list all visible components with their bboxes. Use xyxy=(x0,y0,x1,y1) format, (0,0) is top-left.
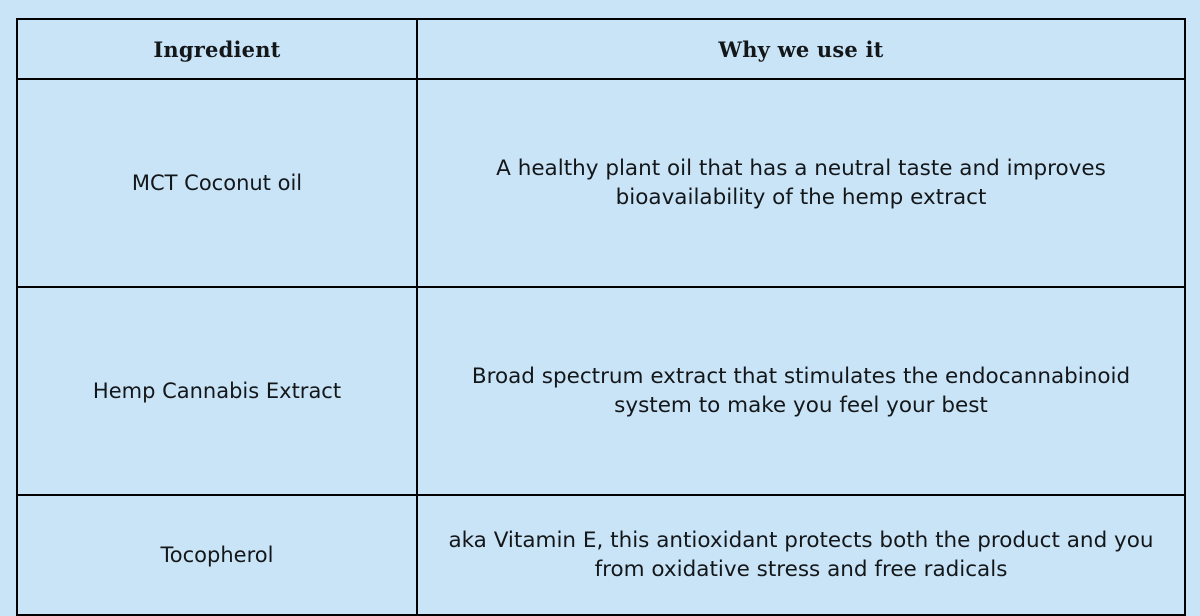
cell-ingredient: MCT Coconut oil xyxy=(17,79,417,287)
table-header-row xyxy=(17,19,1185,79)
column-header-ingredient: Ingredient xyxy=(17,19,417,79)
table-body xyxy=(17,79,1185,615)
ingredients-table xyxy=(16,18,1186,616)
cell-reason: aka Vitamin E, this antioxidant protects both the product and you from oxidative stress and free radicals xyxy=(417,495,1185,615)
table-header xyxy=(17,19,1185,79)
table-row xyxy=(17,79,1185,287)
table-row xyxy=(17,495,1185,615)
table-row xyxy=(17,287,1185,495)
cell-ingredient: Hemp Cannabis Extract xyxy=(17,287,417,495)
cell-reason: A healthy plant oil that has a neutral taste and improves bioavailability of the hemp extract xyxy=(417,79,1185,287)
cell-reason: Broad spectrum extract that stimulates the endocannabinoid system to make you feel your best xyxy=(417,287,1185,495)
cell-ingredient: Tocopherol xyxy=(17,495,417,615)
column-header-reason: Why we use it xyxy=(417,19,1185,79)
